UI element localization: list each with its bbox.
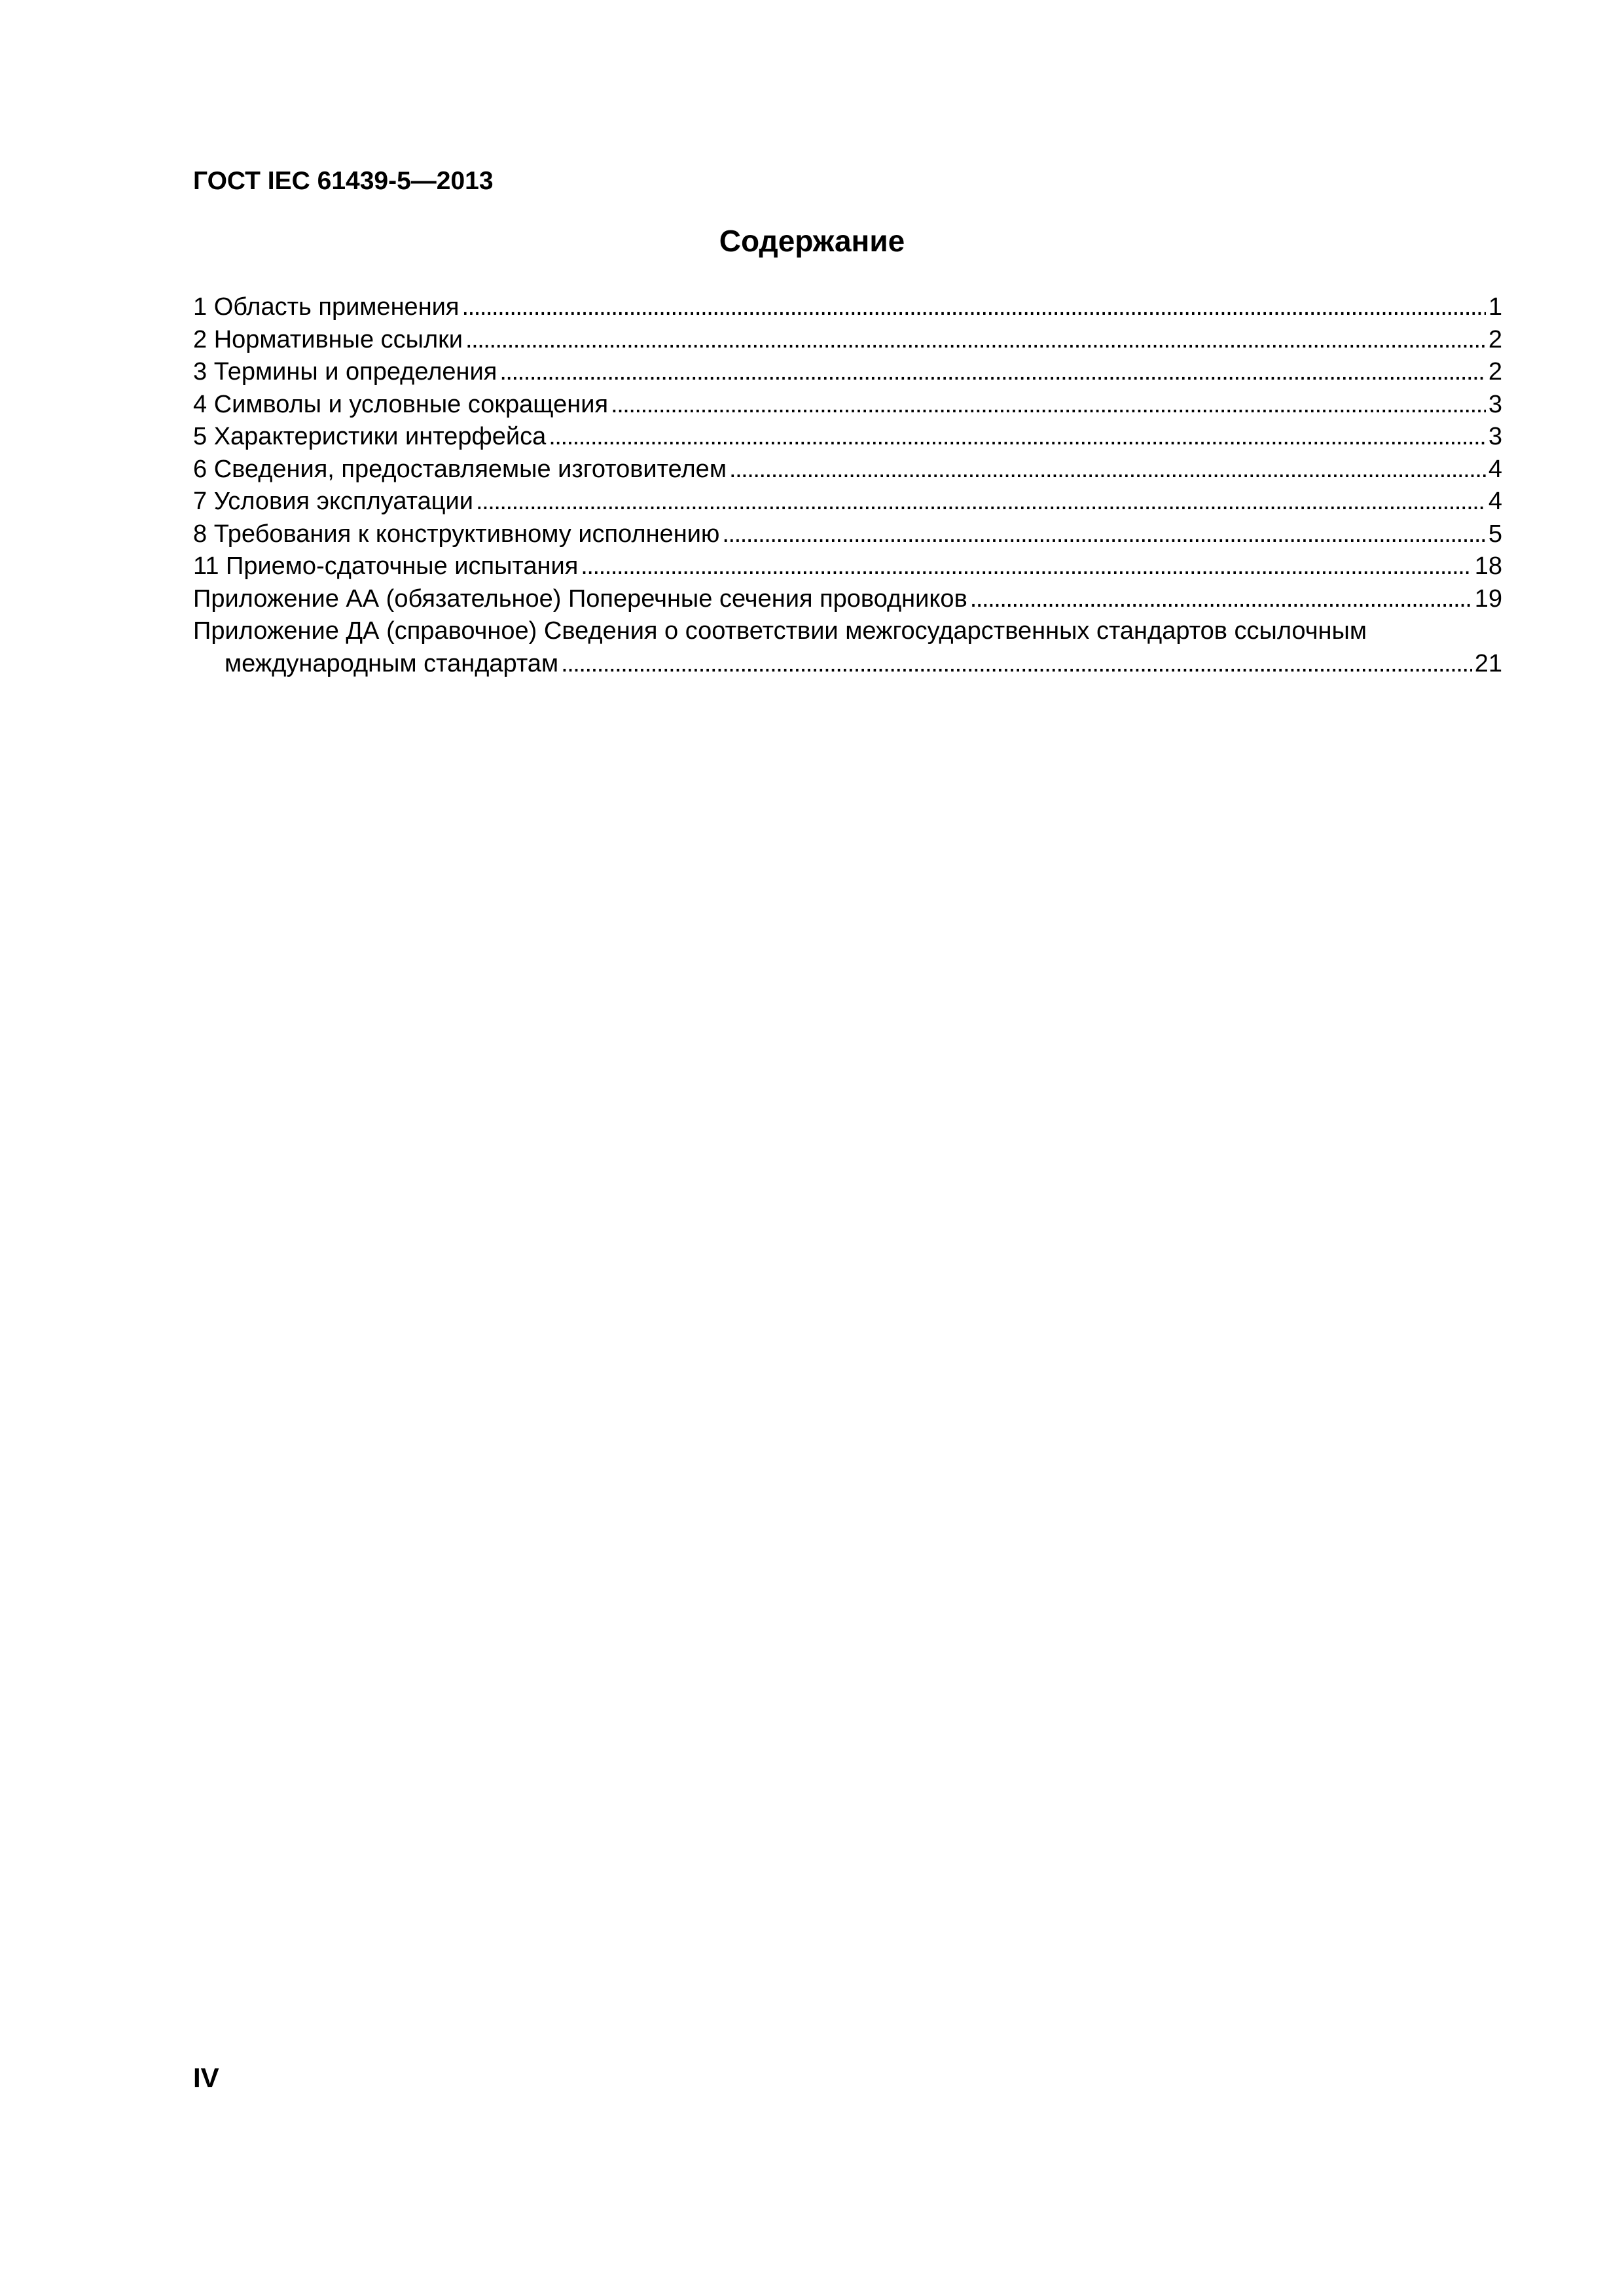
toc-entry-label: 8 Требования к конструктивному исполнению	[193, 520, 720, 548]
toc-entry-page: 5	[1488, 520, 1502, 548]
toc-entry-page: 4	[1488, 455, 1502, 483]
toc-entry-label: 2 Нормативные ссылки	[193, 325, 463, 353]
toc-entry-label: 7 Условия эксплуатации	[193, 488, 473, 515]
toc-entry-label: 6 Сведения, предоставляемые изготовителем	[193, 455, 727, 483]
toc-entry-label: 4 Символы и условные сокращения	[193, 390, 609, 418]
toc-entry[interactable]	[193, 583, 1502, 616]
toc-dot-leader	[476, 486, 1486, 518]
toc-entry[interactable]	[193, 389, 1502, 422]
toc-entry-page: 3	[1488, 423, 1502, 450]
toc-entry-page: 2	[1488, 358, 1502, 386]
toc-entry[interactable]	[193, 454, 1502, 486]
toc-entry-page: 2	[1488, 325, 1502, 353]
toc-entry-page: 21	[1474, 649, 1502, 677]
toc-entry-label: Приложение АА (обязательное) Поперечные сечения проводников	[193, 584, 967, 613]
toc-entry-label-line1: Приложение ДА (справочное) Сведения о соответствии межгосударственных стандартов ссылочным	[193, 617, 1367, 645]
toc-entry-annex-da[interactable]	[193, 615, 1502, 680]
toc-dot-leader	[722, 518, 1485, 551]
toc-entry-label-line2: международным стандартам	[225, 649, 559, 677]
toc-entry-label: 11 Приемо-сдаточные испытания	[193, 552, 579, 580]
toc-entry-page: 19	[1474, 584, 1502, 613]
page-number: IV	[193, 2062, 219, 2093]
toc-dot-leader	[970, 583, 1472, 616]
toc-entry-continuation	[193, 648, 1502, 681]
standard-code-header: ГОСТ IEC 61439-5—2013	[193, 167, 494, 195]
toc-entry[interactable]	[193, 356, 1502, 389]
toc-dot-leader	[499, 356, 1486, 389]
toc-dot-leader	[581, 550, 1471, 583]
toc-dot-leader	[461, 291, 1485, 324]
toc-dot-leader	[549, 421, 1486, 454]
toc-dot-leader	[561, 648, 1472, 681]
toc-entry-page: 1	[1488, 293, 1502, 321]
toc-entry-label: 3 Термины и определения	[193, 358, 497, 386]
toc-entry[interactable]	[193, 486, 1502, 518]
toc-entry-page: 18	[1474, 552, 1502, 580]
table-of-contents	[193, 291, 1502, 680]
toc-entry[interactable]	[193, 291, 1502, 324]
toc-title: Содержание	[719, 224, 905, 258]
toc-entry[interactable]	[193, 550, 1502, 583]
toc-entry[interactable]	[193, 518, 1502, 551]
toc-entry-label: 1 Область применения	[193, 293, 460, 321]
toc-dot-leader	[465, 324, 1486, 357]
toc-dot-leader	[729, 454, 1486, 486]
toc-entry[interactable]	[193, 324, 1502, 357]
toc-dot-leader	[611, 389, 1486, 422]
toc-entry-page: 3	[1488, 390, 1502, 418]
toc-entry[interactable]	[193, 421, 1502, 454]
toc-entry-page: 4	[1488, 488, 1502, 515]
toc-entry-label: 5 Характеристики интерфейса	[193, 423, 547, 450]
